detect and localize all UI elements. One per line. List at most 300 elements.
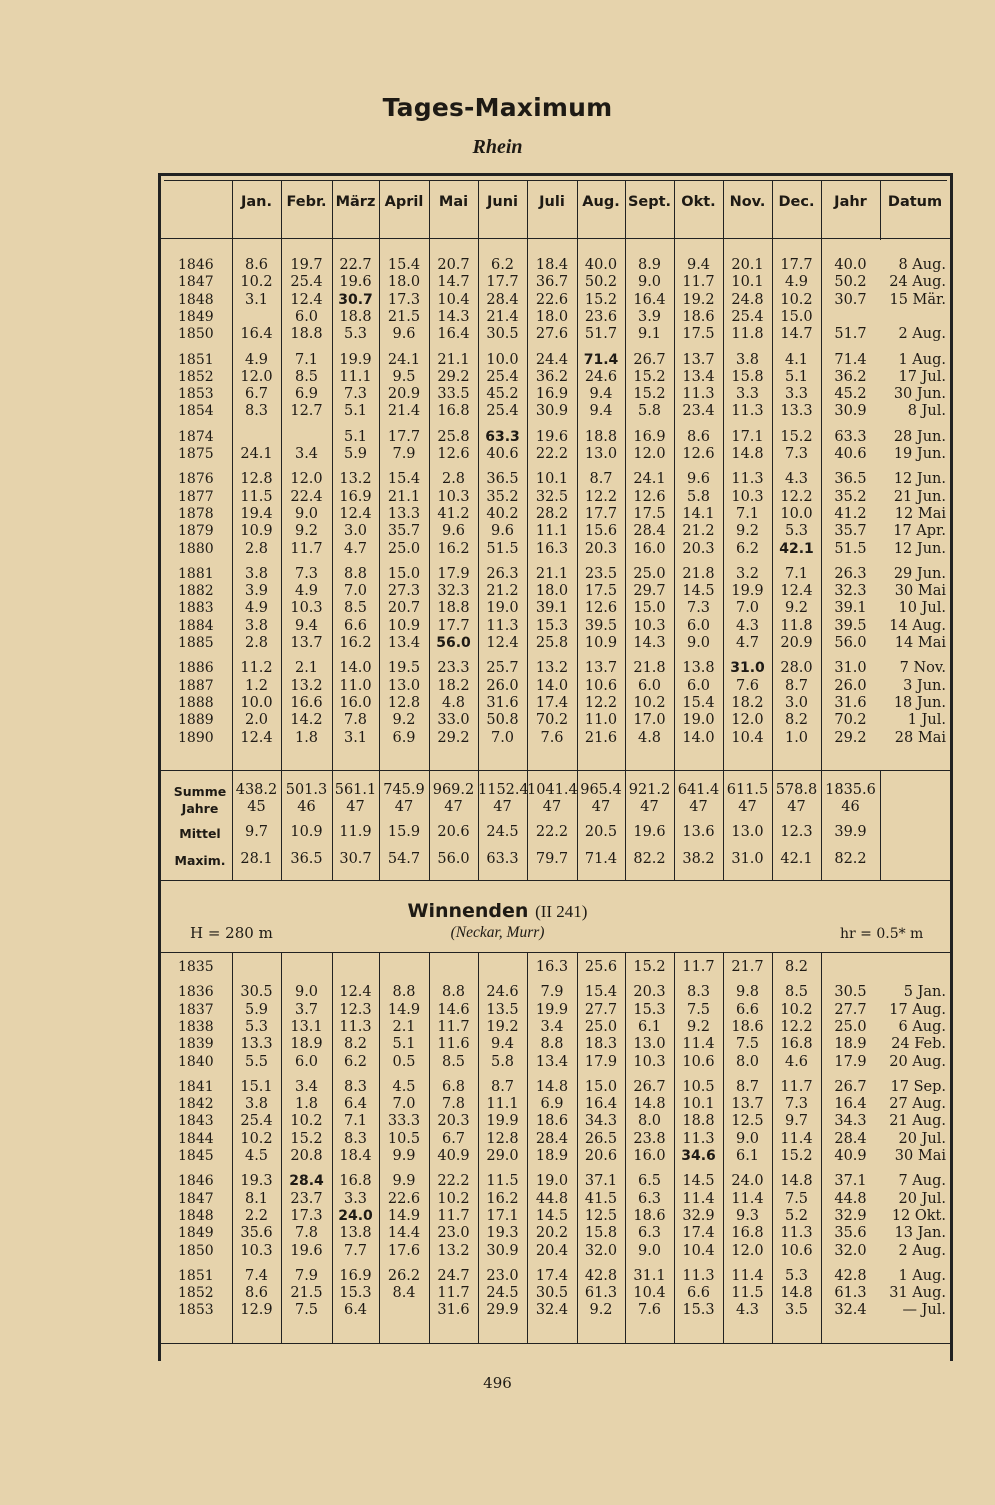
- table-cell: 14.9: [387, 1001, 421, 1018]
- table-cell: 9.6: [686, 471, 711, 488]
- table-cell: 12.2: [780, 488, 813, 505]
- table-cell: 9.2: [686, 1018, 711, 1035]
- summary-cell: 47: [689, 799, 708, 815]
- table-cell: 16.8: [437, 403, 470, 420]
- table-cell: 9.4: [294, 617, 319, 634]
- table-cell: 11.8: [731, 326, 764, 343]
- table-cell: 21.4: [486, 308, 519, 325]
- table-cell: 20.9: [780, 635, 813, 651]
- table-cell: 13.8: [339, 1225, 372, 1242]
- table-cell: 20.2: [535, 1225, 569, 1242]
- table-cell: 9.9: [392, 1173, 416, 1190]
- table-cell: 12.4: [486, 635, 519, 651]
- table-cell: 6.0: [294, 1053, 319, 1070]
- table-cell: 10.6: [584, 677, 618, 694]
- table-cell: 12.2: [584, 694, 618, 711]
- table-cell: 4.9: [244, 600, 269, 617]
- table-cell: 3.4: [294, 446, 319, 462]
- table-cell: 6.7: [441, 1130, 466, 1147]
- table-cell: 19.6: [339, 274, 372, 291]
- summary-label: Summe: [173, 784, 227, 799]
- table-cell: 51.5: [486, 540, 519, 557]
- table-cell: 5.8: [686, 488, 711, 505]
- table-cell: 27.3: [387, 583, 421, 600]
- table-cell: 24.1: [240, 446, 273, 462]
- table-cell: 21.8: [633, 660, 666, 677]
- table-cell: 36.5: [486, 471, 519, 488]
- table-cell: 20.3: [633, 984, 666, 1001]
- table-cell: 11.7: [682, 959, 715, 975]
- table-cell: 7.0: [490, 729, 515, 746]
- table-cell: 17.9: [584, 1053, 618, 1070]
- table-cell: 2.1: [294, 660, 319, 677]
- summary-cell: 47: [394, 799, 414, 815]
- table-cell: 19.3: [486, 1225, 519, 1242]
- table-cell: 28.0: [780, 660, 813, 677]
- table-cell: 3.8: [244, 565, 269, 582]
- table-cell: 51.7: [834, 326, 867, 343]
- table-cell: 10.9: [240, 523, 273, 540]
- table-cell: 11.5: [731, 1285, 764, 1302]
- table-cell: 14.3: [633, 635, 666, 651]
- table-cell: 11.7: [682, 274, 715, 291]
- table-cell: 11.4: [682, 1190, 715, 1207]
- year-label: 1849: [178, 308, 214, 325]
- column-divider: [723, 953, 724, 1343]
- column-divider: [429, 181, 430, 880]
- table-cell: 15.1: [240, 1078, 273, 1095]
- table-cell: 26.7: [633, 1078, 666, 1095]
- year-label: 1879: [178, 523, 214, 540]
- year-label: 1843: [178, 1113, 214, 1130]
- table-cell: 18.8: [437, 600, 470, 617]
- table-cell: 17.7: [584, 505, 618, 522]
- table-cell: 39.1: [834, 600, 867, 617]
- table-cell: 13.1: [290, 1018, 323, 1035]
- column-divider: [429, 953, 430, 1343]
- table-cell: 29.9: [486, 1302, 519, 1319]
- table-cell: 7.0: [735, 600, 760, 617]
- column-divider: [625, 953, 626, 1343]
- column-divider: [332, 181, 333, 880]
- table-cell: 4.7: [343, 540, 368, 557]
- table-cell: 14.1: [682, 505, 715, 522]
- table-cell: 16.2: [339, 635, 372, 651]
- table-cell: 7.3: [784, 1096, 809, 1113]
- table-cell: 6.3: [637, 1225, 662, 1242]
- year-label: 1888: [178, 694, 214, 711]
- table-cell: 11.3: [731, 403, 764, 420]
- column-divider: [478, 181, 479, 880]
- table-cell: 31.0: [730, 660, 765, 677]
- table-cell: 31.1: [633, 1267, 666, 1284]
- column-divider: [281, 953, 282, 1343]
- summary-cell: 20.5: [584, 824, 618, 840]
- summary-cell: 9.7: [244, 824, 269, 840]
- table-cell: 28.2: [535, 505, 569, 522]
- table-cell: 4.5: [392, 1078, 416, 1095]
- table-cell: 4.3: [735, 1302, 760, 1319]
- year-label: 1853: [178, 386, 214, 403]
- table-cell: 7.0: [392, 1096, 416, 1113]
- table-cell: 14.0: [535, 677, 569, 694]
- table-cell: 12.4: [240, 729, 273, 746]
- table-cell: 35.2: [486, 488, 519, 505]
- table-cell: 18.0: [387, 274, 421, 291]
- table-cell: 30.9: [834, 403, 867, 420]
- table-cell: 14.8: [731, 446, 764, 462]
- table-cell: 3.0: [343, 523, 368, 540]
- table-cell: 13.7: [731, 1096, 764, 1113]
- table-cell: 11.3: [486, 617, 519, 634]
- table-cell: 12.2: [584, 488, 618, 505]
- table-cell: 7.1: [343, 1113, 368, 1130]
- year-label: 1889: [178, 712, 214, 729]
- year-label: 1846: [178, 1173, 214, 1190]
- table-cell: 10.0: [780, 505, 813, 522]
- date-cell: 7 Aug.: [898, 1173, 946, 1190]
- table-cell: 12.4: [339, 505, 372, 522]
- table-cell: 2.8: [244, 635, 269, 651]
- table-cell: 3.3: [343, 1190, 368, 1207]
- table-cell: 61.3: [584, 1285, 618, 1302]
- table-cell: 24.7: [437, 1267, 470, 1284]
- table-cell: 17.5: [584, 583, 618, 600]
- table-cell: 24.0: [731, 1173, 764, 1190]
- table-cell: 15.0: [584, 1078, 618, 1095]
- table-cell: 13.3: [240, 1036, 273, 1053]
- table-cell: 12.4: [290, 291, 323, 308]
- table-cell: 10.3: [731, 488, 764, 505]
- table-cell: 19.0: [535, 1173, 569, 1190]
- table-cell: 13.8: [682, 660, 715, 677]
- table-cell: 9.0: [686, 635, 711, 651]
- table-cell: 11.7: [290, 540, 323, 557]
- table-cell: 19.4: [240, 505, 273, 522]
- table-cell: 6.1: [735, 1148, 760, 1164]
- table-cell: 7.5: [294, 1302, 319, 1319]
- table-cell: 24.1: [633, 471, 666, 488]
- table-cell: 6.6: [686, 1285, 711, 1302]
- table-cell: 14.5: [682, 583, 715, 600]
- table-cell: 17.9: [437, 565, 470, 582]
- table-cell: 15.2: [780, 428, 813, 445]
- table-cell: 12.8: [240, 471, 273, 488]
- summary-rule: [161, 770, 950, 771]
- table-cell: 19.9: [535, 1001, 569, 1018]
- table-cell: 14.8: [535, 1078, 569, 1095]
- summary-cell: 24.5: [486, 824, 519, 840]
- table-cell: 5.5: [244, 1053, 269, 1070]
- summary-cell: 31.0: [731, 851, 764, 867]
- table-cell: 5.3: [343, 326, 368, 343]
- table-cell: 10.2: [290, 1113, 323, 1130]
- table-cell: 30.5: [240, 984, 273, 1001]
- table-cell: 32.3: [834, 583, 867, 600]
- table-cell: 35.6: [240, 1225, 273, 1242]
- summary-cell: 54.7: [387, 851, 421, 867]
- table-cell: 9.0: [735, 1130, 760, 1147]
- date-cell: 29 Jun.: [893, 565, 946, 582]
- summary-cell: 39.9: [834, 824, 867, 840]
- table-cell: 56.0: [834, 635, 867, 651]
- table-cell: 5.3: [784, 1267, 809, 1284]
- table-cell: 28.4: [633, 523, 666, 540]
- table-cell: 15.3: [682, 1302, 715, 1319]
- table-cell: 23.6: [584, 308, 618, 325]
- table-cell: 32.5: [535, 488, 569, 505]
- table-cell: 8.8: [441, 984, 466, 1001]
- table-cell: 21.4: [387, 403, 421, 420]
- date-cell: 24 Feb.: [891, 1036, 946, 1053]
- table-cell: 11.3: [780, 1225, 813, 1242]
- table-cell: 22.2: [437, 1173, 470, 1190]
- table-cell: 16.4: [240, 326, 273, 343]
- table-cell: 6.2: [343, 1053, 368, 1070]
- table-cell: 3.4: [294, 1078, 319, 1095]
- table-cell: 20.3: [584, 540, 618, 557]
- summary-cell: 47: [346, 799, 365, 815]
- table-cell: 10.0: [240, 694, 273, 711]
- table-cell: 39.5: [834, 617, 867, 634]
- table-cell: 7.6: [735, 677, 760, 694]
- table-cell: 9.5: [392, 368, 416, 385]
- table-cell: 35.2: [834, 488, 867, 505]
- year-label: 1852: [178, 1285, 214, 1302]
- page-subtitle: Rhein: [472, 136, 523, 158]
- station-name: Winnenden: [407, 900, 529, 922]
- table-cell: 15.0: [780, 308, 813, 325]
- summary-cell: 46: [841, 799, 860, 815]
- table-cell: 13.4: [535, 1053, 569, 1070]
- table-cell: 22.2: [535, 446, 569, 462]
- table-cell: 18.0: [535, 308, 569, 325]
- table-cell: 16.8: [339, 1173, 372, 1190]
- table-cell: 18.0: [535, 583, 569, 600]
- table-cell: 5.1: [392, 1036, 416, 1053]
- table-cell: 10.6: [682, 1053, 715, 1070]
- page-title: Tages-Maximum: [382, 93, 613, 122]
- date-cell: 31 Aug.: [889, 1285, 946, 1302]
- table-cell: 19.9: [486, 1113, 519, 1130]
- table-cell: 8.8: [392, 984, 416, 1001]
- table-cell: 11.0: [339, 677, 372, 694]
- table-cell: 19.2: [682, 291, 715, 308]
- table-cell: 2.2: [244, 1207, 269, 1224]
- column-divider: [625, 181, 626, 880]
- table-cell: 35.6: [834, 1225, 867, 1242]
- table-cell: 25.4: [240, 1113, 273, 1130]
- table-cell: 12.0: [290, 471, 323, 488]
- table-cell: 12.3: [339, 1001, 372, 1018]
- summary-cell: 745.9: [383, 782, 425, 798]
- table-cell: 51.5: [834, 540, 867, 557]
- summary-cell: 47: [738, 799, 757, 815]
- table-cell: 16.2: [486, 1190, 519, 1207]
- column-header: Nov.: [729, 194, 766, 210]
- table-cell: 15.4: [682, 694, 715, 711]
- summary-cell: 561.1: [334, 782, 377, 798]
- year-label: 1844: [178, 1130, 214, 1147]
- table-cell: 11.2: [240, 660, 273, 677]
- date-cell: 17 Aug.: [889, 1001, 946, 1018]
- table-cell: 15.6: [584, 523, 618, 540]
- table-cell: 15.3: [339, 1285, 372, 1302]
- table-cell: 27.7: [584, 1001, 618, 1018]
- table-cell: 13.2: [437, 1242, 470, 1259]
- table-cell: 9.2: [392, 712, 416, 729]
- table-cell: 17.9: [834, 1053, 867, 1070]
- table-cell: 12.2: [780, 1018, 813, 1035]
- column-divider: [577, 181, 578, 880]
- table-cell: 17.7: [437, 617, 470, 634]
- table-cell: 41.2: [437, 505, 470, 522]
- table-cell: 26.7: [834, 1078, 867, 1095]
- column-divider: [232, 181, 233, 880]
- table-cell: 7.1: [784, 565, 809, 582]
- table-cell: 29.2: [437, 368, 470, 385]
- year-label: 1875: [178, 446, 214, 462]
- date-cell: 12 Mai: [894, 505, 946, 522]
- table-cell: 18.3: [584, 1036, 618, 1053]
- table-cell: 15.3: [535, 617, 569, 634]
- table-cell: 1.8: [294, 729, 319, 746]
- date-cell: 7 Nov.: [899, 660, 946, 677]
- table-cell: 10.0: [486, 351, 519, 368]
- table-cell: 24.6: [486, 984, 519, 1001]
- column-header: Aug.: [582, 194, 620, 210]
- table-cell: 32.0: [834, 1242, 867, 1259]
- year-label: 1878: [178, 505, 214, 522]
- table-cell: 17.4: [535, 694, 569, 711]
- summary-cell: 28.1: [240, 851, 273, 867]
- table-cell: 6.8: [441, 1078, 466, 1095]
- table-bottom-rule: [158, 1343, 953, 1344]
- table-cell: 8.5: [294, 368, 319, 385]
- table-cell: 10.2: [780, 291, 813, 308]
- table-cell: 16.8: [780, 1036, 813, 1053]
- table-cell: 16.6: [290, 694, 323, 711]
- table-cell: 7.8: [441, 1096, 466, 1113]
- table-cell: 7.8: [294, 1225, 319, 1242]
- column-divider: [821, 953, 822, 1343]
- table-cell: 10.2: [240, 1130, 273, 1147]
- table-cell: 32.4: [535, 1302, 569, 1319]
- station-reference: (II 241): [535, 902, 588, 921]
- table-cell: 9.2: [784, 600, 809, 617]
- table-cell: 14.8: [633, 1096, 666, 1113]
- table-cell: 36.7: [535, 274, 569, 291]
- table-cell: 41.5: [584, 1190, 618, 1207]
- column-divider: [332, 953, 333, 1343]
- column-header: Febr.: [286, 194, 327, 210]
- table-cell: 4.6: [784, 1053, 809, 1070]
- table-cell: 15.4: [584, 984, 618, 1001]
- year-label: 1847: [178, 1190, 214, 1207]
- table-cell: 26.3: [486, 565, 519, 582]
- table-cell: 6.0: [637, 677, 662, 694]
- table-cell: 9.2: [294, 523, 319, 540]
- section-rule: [161, 880, 950, 881]
- date-cell: 10 Jul.: [898, 600, 946, 617]
- table-cell: 16.4: [633, 291, 666, 308]
- station-rivers: (Neckar, Murr): [450, 924, 545, 941]
- table-cell: 11.0: [584, 712, 618, 729]
- table-cell: 9.9: [392, 1148, 416, 1164]
- table-cell: 9.0: [637, 1242, 662, 1259]
- table-cell: 21.6: [584, 729, 618, 746]
- table-cell: 18.6: [535, 1113, 569, 1130]
- table-cell: 7.6: [637, 1302, 662, 1319]
- year-label: 1837: [178, 1001, 214, 1018]
- table-cell: 3.8: [244, 1096, 269, 1113]
- table-cell: 18.8: [290, 326, 323, 343]
- date-cell: 28 Mai: [894, 729, 946, 746]
- table-cell: 21.8: [682, 565, 715, 582]
- table-cell: 4.1: [784, 351, 809, 368]
- date-cell: 6 Aug.: [898, 1018, 946, 1035]
- table-cell: 40.9: [834, 1148, 867, 1164]
- table-cell: 13.3: [387, 505, 421, 522]
- table-cell: 9.8: [735, 984, 760, 1001]
- table-cell: 17.1: [731, 428, 764, 445]
- summary-cell: 30.7: [339, 851, 372, 867]
- table-cell: 21.1: [387, 488, 421, 505]
- table-cell: 11.1: [535, 523, 569, 540]
- table-cell: 10.2: [780, 1001, 813, 1018]
- table-cell: 5.1: [343, 403, 368, 420]
- table-cell: 24.0: [338, 1207, 373, 1224]
- table-cell: 18.6: [682, 308, 715, 325]
- summary-label: Jahre: [181, 801, 219, 816]
- table-cell: 12.5: [584, 1207, 618, 1224]
- table-cell: 11.4: [731, 1267, 764, 1284]
- table-cell: 37.1: [584, 1173, 618, 1190]
- table-cell: 8.3: [343, 1078, 368, 1095]
- table-cell: 12.0: [633, 446, 666, 462]
- date-cell: 27 Aug.: [889, 1096, 946, 1113]
- column-divider: [821, 181, 822, 880]
- table-cell: 11.1: [486, 1096, 519, 1113]
- table-cell: 39.5: [584, 617, 618, 634]
- summary-cell: 46: [297, 799, 316, 815]
- table-cell: 70.2: [535, 712, 569, 729]
- table-cell: 13.2: [535, 660, 569, 677]
- table-cell: 7.1: [735, 505, 760, 522]
- table-cell: 6.3: [637, 1190, 662, 1207]
- table-cell: 56.0: [436, 635, 471, 651]
- table-cell: 9.0: [294, 984, 319, 1001]
- table-cell: 4.8: [637, 729, 662, 746]
- year-label: 1853: [178, 1302, 214, 1319]
- table-cell: 11.5: [240, 488, 273, 505]
- table-cell: 29.2: [437, 729, 470, 746]
- table-cell: 8.7: [784, 677, 809, 694]
- summary-cell: 42.1: [780, 851, 813, 867]
- table-cell: 25.0: [584, 1018, 618, 1035]
- table-cell: 8.2: [784, 959, 809, 975]
- table-cell: 12.8: [387, 694, 421, 711]
- table-cell: 8.7: [589, 471, 613, 488]
- gauge-height: hr = 0.5* m: [840, 926, 924, 942]
- date-cell: 2 Aug.: [898, 1242, 946, 1259]
- date-cell: 20 Jul.: [898, 1130, 946, 1147]
- table-cell: 8.1: [244, 1190, 269, 1207]
- date-cell: 15 Mär.: [889, 291, 946, 308]
- summary-cell: 47: [787, 799, 806, 815]
- table-cell: 20.7: [437, 257, 470, 273]
- table-cell: 14.2: [290, 712, 323, 729]
